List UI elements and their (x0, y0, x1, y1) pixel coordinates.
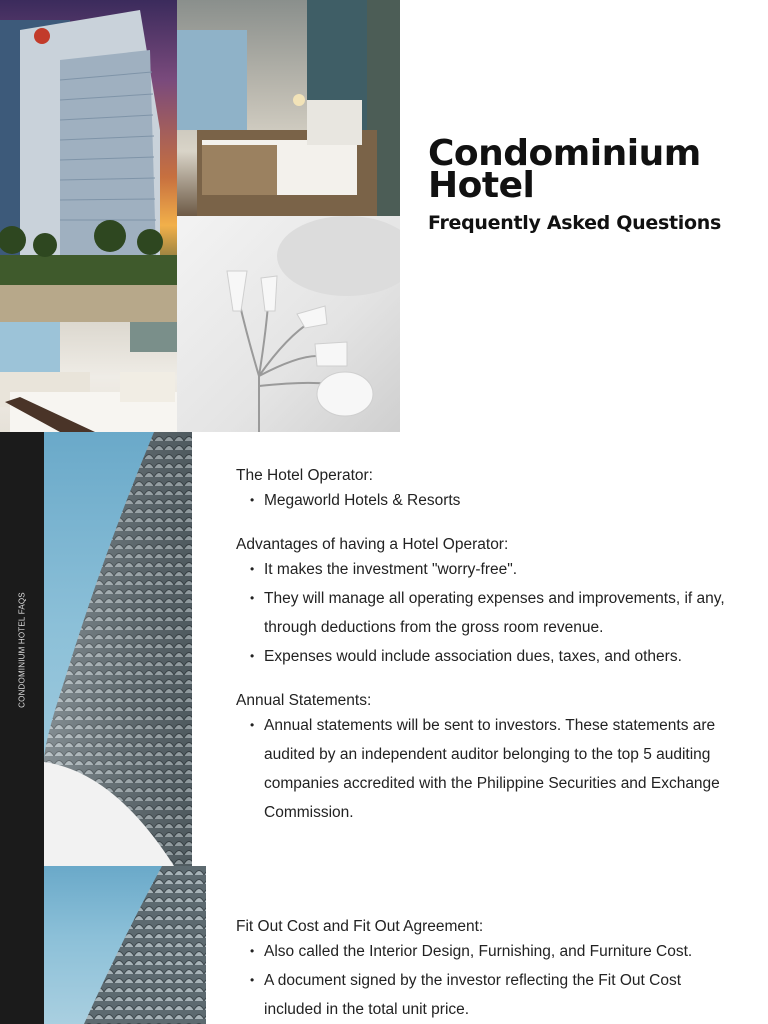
building-facade-photo (44, 432, 192, 866)
list-item: • They will manage all operating expenses and improvements, if any, through deductions from the gross room revenue. (250, 590, 725, 636)
floor-lamp-photo (177, 216, 400, 432)
list-item: • Also called the Interior Design, Furnishing, and Furniture Cost. (250, 943, 693, 960)
list-item: • Annual statements will be sent to investors. These statements are audited by an independent auditor belonging to the top 5 auditing companies accredited with the Philippine Securities and Exchange Commission. (250, 717, 720, 821)
bullet-list (236, 555, 726, 671)
hotel-exterior-photo (0, 0, 177, 322)
side-label: CONDOMINIUM HOTEL FAQS (17, 592, 27, 708)
faq-section-annual-statements (236, 691, 726, 827)
list-item: • A document signed by the investor reflecting the Fit Out Cost included in the total unit price. (250, 972, 681, 1018)
section-heading: Annual Statements: (236, 692, 372, 709)
page-subtitle: Frequently Asked Questions (428, 212, 721, 234)
faq-section-hotel-operator (236, 466, 726, 515)
list-item: • It makes the investment "worry-free". (250, 561, 518, 578)
bullet-list (236, 937, 726, 1024)
bullet-list (236, 711, 726, 827)
faq-section-advantages (236, 535, 726, 671)
side-strip-lower (0, 866, 44, 1024)
title-block (428, 133, 728, 234)
list-item: • Megaworld Hotels & Resorts (250, 492, 461, 509)
building-facade-photo-lower (44, 866, 206, 1024)
list-item: • Expenses would include association dues, taxes, and others. (250, 648, 682, 665)
faq-section-fit-out (236, 917, 726, 1024)
hotel-room-photo (0, 322, 177, 432)
section-heading: Fit Out Cost and Fit Out Agreement: (236, 918, 484, 935)
hotel-bedroom-photo (177, 0, 400, 216)
section-heading: Advantages of having a Hotel Operator: (236, 536, 509, 553)
page-title: Condominium Hotel (428, 133, 701, 206)
bullet-list (236, 486, 726, 515)
section-heading: The Hotel Operator: (236, 467, 373, 484)
